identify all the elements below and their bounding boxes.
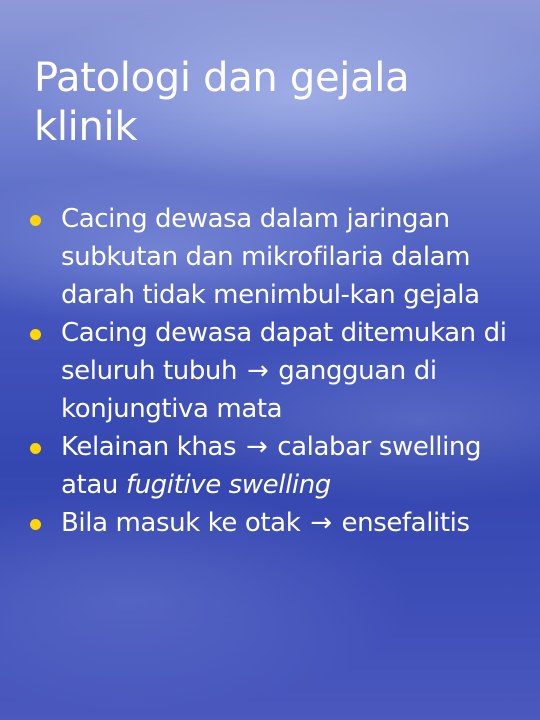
right-arrow-icon: → (245, 432, 268, 462)
bullet-list (30, 200, 520, 542)
bullet-dot-icon (30, 519, 41, 530)
bullet-text-after-arrow: ensefalitis (341, 508, 470, 538)
bullet-item (30, 428, 520, 504)
bullet-text-before-arrow: Cacing dewasa dapat ditemukan di seluruh tubuh (61, 318, 507, 386)
bullet-dot-icon (30, 443, 41, 454)
bullet-text-after-arrow: calabar swelling atau (61, 432, 482, 500)
right-arrow-icon: → (246, 356, 269, 386)
right-arrow-icon: → (310, 508, 332, 538)
bullet-text: Cacing dewasa dalam jaringan subkutan dan mikrofilaria dalam darah tidak menimbul-kan gejala (61, 204, 480, 310)
italic-term: fugitive swelling (125, 470, 331, 500)
bullet-item (30, 504, 520, 542)
bullet-text-before-arrow: Bila masuk ke otak (61, 508, 301, 538)
bullet-item (30, 200, 520, 314)
bullet-text-after-arrow: gangguan di konjungtiva mata (61, 356, 437, 424)
bullet-text-before-arrow: Kelainan khas (61, 432, 237, 462)
slide-title: Patologi dan gejala klinik (34, 55, 410, 150)
bullet-dot-icon (30, 329, 41, 340)
bullet-dot-icon (30, 215, 41, 226)
bullet-item (30, 314, 520, 428)
